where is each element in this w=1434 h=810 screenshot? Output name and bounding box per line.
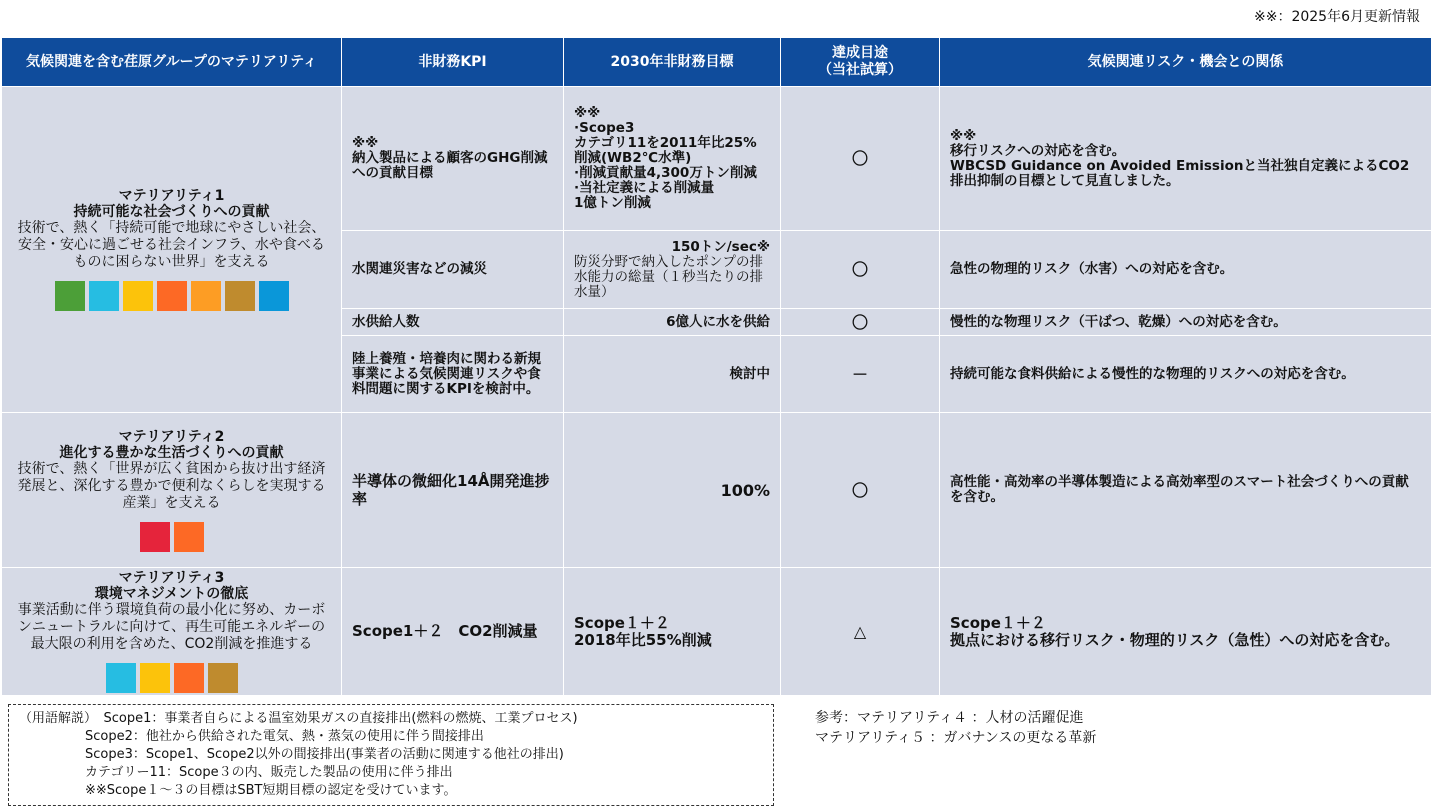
target-description: 防災分野で納入したポンプの排水能力の総量（１秒当たりの排水量）	[574, 253, 763, 300]
relation-cell: 高性能・高効率の半導体製造による高効率型のスマート社会づくりへの貢献を含む。	[940, 413, 1432, 568]
achieve-cell: 〇	[781, 413, 940, 568]
reference-line: マテリアリティ５ ：ガバナンスの更なる革新	[815, 730, 1097, 746]
table-row	[2, 87, 1432, 231]
sdg-1-icon	[140, 522, 170, 552]
glossary-box	[8, 704, 774, 806]
target-cell: 100%	[564, 413, 781, 568]
kpi-cell: ※※ 納入製品による顧客のGHG削減への貢献目標	[342, 87, 564, 231]
sdg-icons	[12, 663, 331, 693]
header-target: 2030年非財務目標	[564, 38, 781, 87]
update-note: ※※：2025年6月更新情報	[1254, 9, 1420, 25]
header-materiality: 気候関連を含む荏原グループのマテリアリティ	[2, 38, 342, 87]
reference-line: 参考：マテリアリティ４ ：人材の活躍促進	[815, 710, 1084, 726]
target-cell	[564, 231, 781, 309]
sdg-12-icon	[225, 281, 255, 311]
glossary-line: カテゴリー11：Scope３の内、販売した製品の使用に伴う排出	[85, 765, 453, 780]
sdg-3-icon	[55, 281, 85, 311]
materiality-description: 技術で、熱く「世界が広く貧困から抜け出す経済発展と、深化する豊かで便利なくらしを実現する産業」を支える	[17, 460, 326, 511]
materiality-subtitle: 環境マネジメントの徹底	[94, 586, 249, 602]
kpi-cell: 半導体の微細化14Å開発進捗率	[342, 413, 564, 568]
achieve-cell: 〇	[781, 231, 940, 309]
relation-cell: 急性の物理的リスク（水害）への対応を含む。	[940, 231, 1432, 309]
materiality-3-cell	[2, 568, 342, 696]
header-relation: 気候関連リスク・機会との関係	[940, 38, 1432, 87]
table-header-row	[2, 38, 1432, 87]
target-cell: 6億人に水を供給	[564, 309, 781, 336]
reference-note	[815, 708, 1096, 748]
materiality-subtitle: 持続可能な社会づくりへの貢献	[73, 204, 270, 220]
kpi-cell: 陸上養殖・培養肉に関わる新規事業による気候関連リスクや食料問題に関するKPIを検討中。	[342, 336, 564, 413]
materiality-subtitle: 進化する豊かな生活づくりへの貢献	[59, 444, 284, 461]
target-cell: Scope１＋２ 2018年比55%削減	[564, 568, 781, 696]
glossary-line: （用語解説） Scope1：事業者自らによる温室効果ガスの直接排出(燃料の燃焼、工業プロセス)	[19, 711, 578, 726]
glossary-line: Scope2：他社から供給された電気、熱・蒸気の使用に伴う間接排出	[85, 729, 484, 744]
sdg-icons	[12, 281, 331, 311]
table-row	[2, 413, 1432, 568]
sdg-9-icon	[174, 522, 204, 552]
sdg-icons	[12, 522, 331, 552]
header-achieve-line2: （当社試算）	[818, 62, 902, 78]
sdg-14-icon	[259, 281, 289, 311]
materiality-title: マテリアリティ1	[118, 188, 225, 204]
sdg-9-icon	[157, 281, 187, 311]
kpi-cell: 水関連災害などの減災	[342, 231, 564, 309]
sdg-6-icon	[106, 663, 136, 693]
sdg-11-icon	[191, 281, 221, 311]
kpi-cell: 水供給人数	[342, 309, 564, 336]
header-kpi: 非財務KPI	[342, 38, 564, 87]
sdg-9-icon	[174, 663, 204, 693]
materiality-description: 技術で、熱く「持続可能で地球にやさしい社会、安全・安心に過ごせる社会インフラ、水や食べるものに困らない世界」を支える	[17, 220, 326, 270]
target-cell: ※※ ·Scope3 カテゴリ11を2011年比25%削減(WB2℃水準) ·削減貢献量4,300万トン削減 ·当社定義による削減量 1億トン削減	[564, 87, 781, 231]
glossary-line: ※※Scope１～３の目標はSBT短期目標の認定を受けています。	[85, 783, 457, 798]
target-cell: 検討中	[564, 336, 781, 413]
sdg-7-icon	[123, 281, 153, 311]
achieve-cell: －	[781, 336, 940, 413]
materiality-1-cell	[2, 87, 342, 413]
materiality-title: マテリアリティ2	[118, 428, 225, 445]
relation-cell: 持続可能な食料供給による慢性的な物理的リスクへの対応を含む。	[940, 336, 1432, 413]
relation-cell: 慢性的な物理リスク（干ばつ、乾燥）への対応を含む。	[940, 309, 1432, 336]
materiality-title: マテリアリティ3	[118, 570, 225, 586]
header-achieve	[781, 38, 940, 87]
glossary-line: Scope3：Scope1、Scope2以外の間接排出(事業者の活動に関連する他社の排出)	[85, 747, 564, 762]
relation-cell: ※※ 移行リスクへの対応を含む。 WBCSD Guidance on Avoided Emissionと当社独自定義によるCO2 排出抑制の目標として見直しました。	[940, 87, 1432, 231]
materiality-table	[1, 37, 1432, 696]
sdg-7-icon	[140, 663, 170, 693]
header-achieve-line1: 達成目途	[832, 45, 888, 61]
relation-cell: Scope１＋２ 拠点における移行リスク・物理的リスク（急性）への対応を含む。	[940, 568, 1432, 696]
target-bold-value: 150トン/sec※	[671, 238, 770, 255]
materiality-description: 事業活動に伴う環境負荷の最小化に努め、カーボンニュートラルに向けて、再生可能エネルギーの最大限の利用を含めた、CO2削減を推進する	[17, 602, 326, 652]
achieve-cell: △	[781, 568, 940, 696]
achieve-cell: 〇	[781, 309, 940, 336]
achieve-cell: 〇	[781, 87, 940, 231]
sdg-6-icon	[89, 281, 119, 311]
materiality-2-cell	[2, 413, 342, 568]
kpi-cell: Scope1＋２ CO2削減量	[342, 568, 564, 696]
sdg-12-icon	[208, 663, 238, 693]
table-row	[2, 568, 1432, 696]
